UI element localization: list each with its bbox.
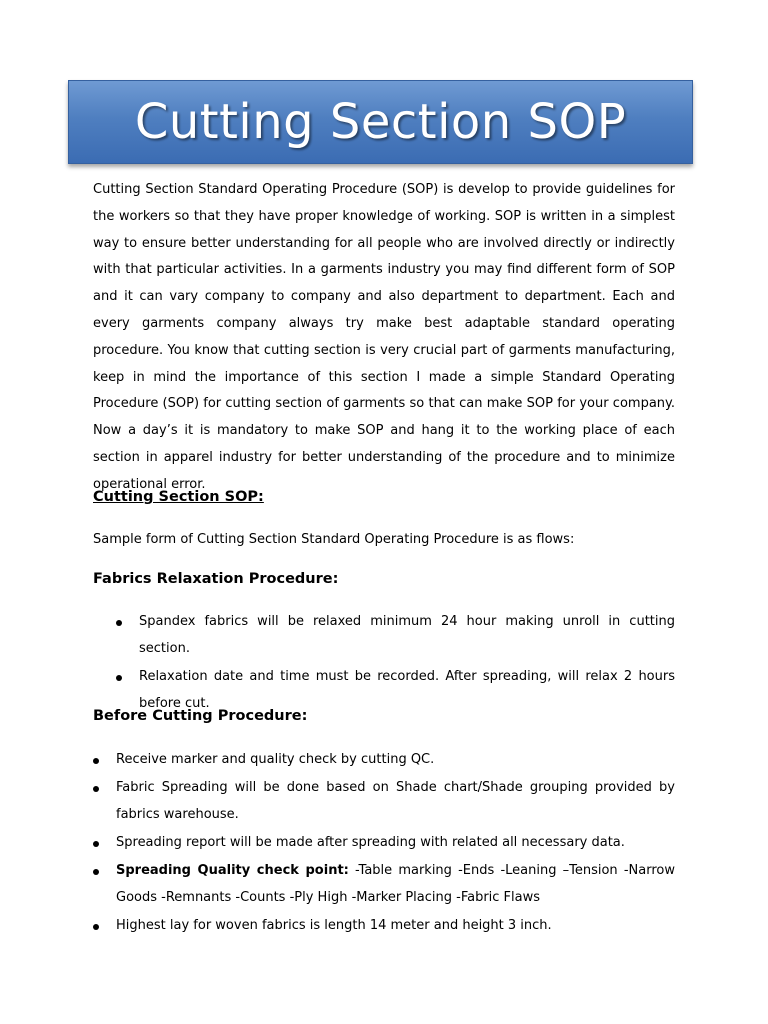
list-item: Receive marker and quality check by cutting QC. xyxy=(116,747,675,774)
bullet-icon xyxy=(93,841,99,847)
relaxation-list xyxy=(139,609,675,719)
section-heading: Cutting Section SOP: xyxy=(93,489,264,505)
bullet-icon xyxy=(93,869,99,875)
sample-line: Sample form of Cutting Section Standard Operating Procedure is as flows: xyxy=(93,532,575,547)
list-item: Highest lay for woven fabrics is length 14 meter and height 3 inch. xyxy=(116,913,675,940)
relaxation-heading: Fabrics Relaxation Procedure: xyxy=(93,571,339,587)
bullet-icon xyxy=(116,620,122,626)
bullet-icon xyxy=(93,758,99,764)
page-title: Cutting Section SOP xyxy=(134,94,627,150)
intro-paragraph: Cutting Section Standard Operating Procedure (SOP) is develop to provide guidelines for the workers so that they have proper knowledge of working. SOP is written in a simplest way to ensure better understanding for all people who are involved directly or indirectly with that particular activities. In a garments industry you may find different form of SOP and it can vary company to company and also department to department. Each and every garments company always try make best adaptable standard operating procedure. You know that cutting section is very crucial part of garments manufacturing, keep in mind the importance of this section I made a simple Standard Operating Procedure (SOP) for cutting section of garments so that can make SOP for your company. Now a day’s it is mandatory to make SOP and hang it to the working place of each section in apparel industry for better understanding of the procedure and to minimize operational error. xyxy=(93,182,675,492)
bullet-icon xyxy=(116,675,122,681)
list-item: Fabric Spreading will be done based on Shade chart/Shade grouping provided by fabrics warehouse. xyxy=(116,775,675,829)
bullet-icon xyxy=(93,786,99,792)
list-item: Relaxation date and time must be recorded. After spreading, will relax 2 hours before cut. xyxy=(139,664,675,718)
quality-check-points: -Table marking -Ends -Leaning –Tension -Narrow Goods -Remnants -Counts -Ply High -Marker Placing -Fabric Flaws xyxy=(116,862,675,905)
title-banner xyxy=(68,80,693,164)
bullet-icon xyxy=(93,924,99,930)
before-cutting-heading: Before Cutting Procedure: xyxy=(93,708,308,724)
before-cutting-list xyxy=(116,747,675,941)
list-item: Spreading report will be made after spreading with related all necessary data. xyxy=(116,830,675,857)
list-item: Spandex fabrics will be relaxed minimum 24 hour making unroll in cutting section. xyxy=(139,609,675,663)
quality-check-label: Spreading Quality check point: xyxy=(116,862,349,878)
list-item xyxy=(116,858,675,912)
